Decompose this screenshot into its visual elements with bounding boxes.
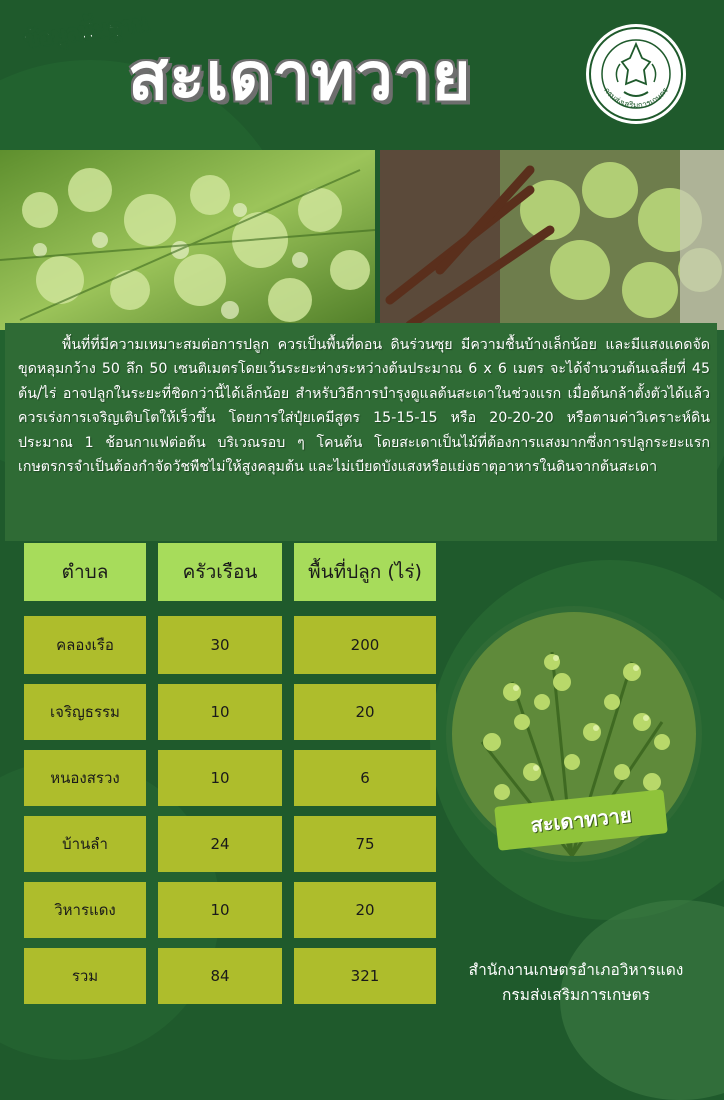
table-cell-area: 200	[294, 616, 436, 674]
logo-text: กรมส่งเสริมการเกษตร	[602, 86, 670, 110]
table-cell-subdistrict: หนองสรวง	[24, 750, 146, 806]
table-cell-subdistrict: คลองเรือ	[24, 616, 146, 674]
table-header-households: ครัวเรือน	[158, 543, 282, 601]
header-subtitle: ข้อมูลพื้นฐาน	[21, 10, 150, 54]
photo-label: สะเดาทวาย	[494, 789, 668, 851]
table-header-area: พื้นที่ปลูก (ไร่)	[294, 543, 436, 601]
table-cell-subdistrict: เจริญธรรม	[24, 684, 146, 740]
page-title: สะเดาทวาย	[128, 38, 472, 115]
footer-department-name: กรมส่งเสริมการเกษตร	[502, 986, 650, 1004]
footer-agency	[446, 958, 706, 1008]
table-header-subdistrict: ตำบล	[24, 543, 146, 601]
table-cell-subdistrict: วิหารแดง	[24, 882, 146, 938]
table-cell-area: 20	[294, 882, 436, 938]
planting-info-paragraph: พื้นที่ที่มีความเหมาะสมต่อการปลูก ควรเป็นพื้นที่ดอน ดินร่วนซุย มีความชื้นบ้างเล็กน้อย และมีแสงแดดจัด ขุดหลุมกว้าง 50 ลึก 50 เซนติเมตรโดยเว้นระยะห่างระหว่างต้นประมาณ 6 x 6 เมตร จะได้จำนวนต้นเฉลี่ยที่ 45 ต้น/ไร่ อาจปลูกในระยะที่ชิดกว่านี้ได้เล็กน้อย สำหรับวิธีการบำรุงดูแลต้นสะเดาในช่วงแรก เมื่อต้นกล้าตั้งตัวได้แล้ว ควรเร่งการเจริญเติบโตให้เร็วขึ้น โดยการใส่ปุ๋ยเคมีสูตร 15-15-15 หรือ 20-20-20 หรือตามค่าวิเคราะห์ดิน ประมาณ 1 ช้อนกาแฟต่อต้น บริเวณรอบ ๆ โคนต้น โดยสะเดาเป็นไม้ที่ต้องการแสงมากซึ่งการปลูกระยะแรก เกษตรกรจำเป็นต้องกำจัดวัชพืชไม่ให้สูงคลุมต้น และไม่เบียดบังแสงหรือแย่งธาตุอาหารในดินจากต้นสะเดา	[18, 337, 710, 476]
department-seal-logo	[584, 22, 688, 126]
table-cell-total-label: รวม	[24, 948, 146, 1004]
table-cell-households: 10	[158, 882, 282, 938]
table-cell-total-area: 321	[294, 948, 436, 1004]
table-cell-total-households: 84	[158, 948, 282, 1004]
table-cell-area: 75	[294, 816, 436, 872]
table-cell-households: 10	[158, 750, 282, 806]
table-cell-households: 24	[158, 816, 282, 872]
table-cell-households: 10	[158, 684, 282, 740]
neem-stems-photo	[380, 150, 724, 330]
footer-office-name: สำนักงานเกษตรอำเภอวิหารแดง	[468, 961, 684, 979]
table-cell-area: 20	[294, 684, 436, 740]
table-cell-households: 30	[158, 616, 282, 674]
table-cell-area: 6	[294, 750, 436, 806]
neem-flowers-photo	[0, 150, 375, 330]
table-cell-subdistrict: บ้านลำ	[24, 816, 146, 872]
